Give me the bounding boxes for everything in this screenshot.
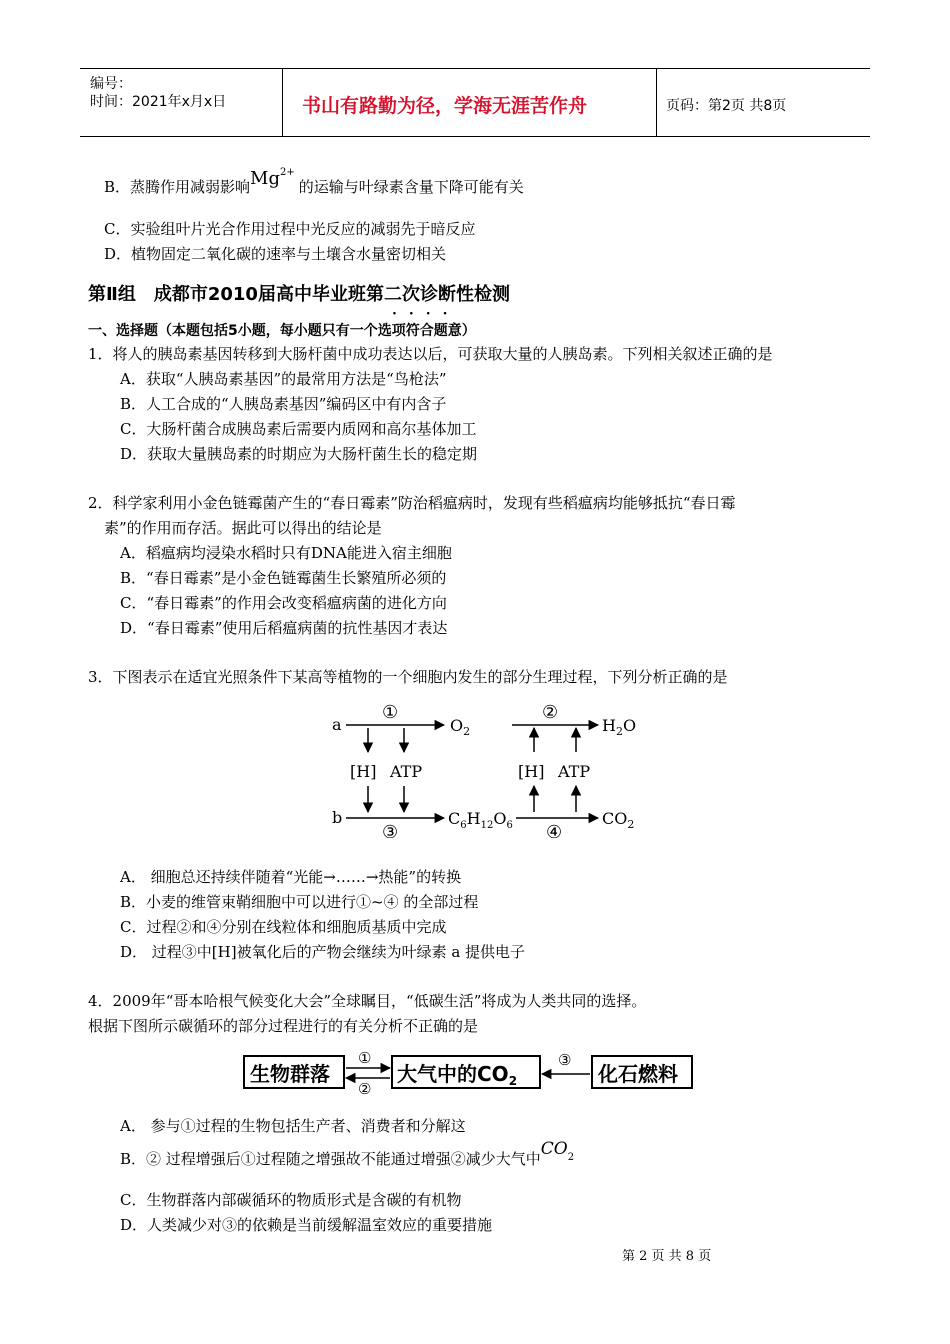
header-divider [282,69,283,136]
label-fossil-fuel: 化石燃料 [598,1062,678,1086]
label-process-3: ③ [382,822,399,838]
q2-stem-line1: 2．科学家利用小金色链霉菌产生的“春日霉素”防治稻瘟病时，发现有些稻瘟病均能够抵抗“春日霉 [88,494,736,512]
mg-symbol: Mg [250,168,280,189]
q1-option-d: D．获取大量胰岛素的时期应为大肠杆菌生长的稳定期 [120,445,478,463]
q4-option-a: A． 参与①过程的生物包括生产者、消费者和分解这 [120,1117,466,1135]
label-process-4: ④ [546,822,563,838]
q3-option-c: C．过程②和④分别在线粒体和细胞质基质中完成 [120,918,447,936]
page-footer: 第 2 页 共 8 页 [622,1249,712,1264]
prev-option-b-text: B．蒸腾作用减弱影响 [104,178,251,196]
q4-option-d: D．人类减少对③的依赖是当前缓解温室效应的重要措施 [120,1216,493,1234]
q2-option-b: B．“春日霉素”是小金色链霉菌生长繁殖所必须的 [120,569,447,587]
prev-option-c: C．实验组叶片光合作用过程中光反应的减弱先于暗反应 [104,220,476,238]
label-process-1: ① [382,702,399,723]
header-page-info: 页码：第2页 共8页 [666,98,787,114]
q3-option-a: A． 细胞总还持续伴随着“光能→……→热能”的转换 [120,868,462,886]
q4-option-c: C．生物群落内部碳循环的物质形式是含碳的有机物 [120,1191,462,1209]
label-glucose: $C_6H_{12}O_6$ [448,809,513,831]
label-process-1: ① [358,1049,372,1067]
q4-carbon-cycle-diagram [240,1044,700,1096]
label-h-left: [H] [350,762,377,781]
label-process-2: ② [542,702,559,723]
label-b: b [332,808,343,827]
q3-option-b: B．小麦的维管束鞘细胞中可以进行①~④ 的全部过程 [120,893,479,911]
label-atmospheric-co2: 大气中的$CO_2$ [397,1062,518,1088]
label-h2o: $H_2O$ [602,716,637,738]
label-process-2: ② [358,1080,372,1096]
q2-option-c: C．“春日霉素”的作用会改变稻瘟病菌的进化方向 [120,594,447,612]
q2-option-a: A．稻瘟病均浸染水稻时只有DNA能进入宿主细胞 [120,544,452,562]
mg-charge: 2+ [279,167,295,178]
header-number: 编号： [90,76,132,92]
q1-option-a: A．获取“人胰岛素基因”的最常用方法是“鸟枪法” [120,370,447,388]
q4-stem-line1: 4．2009年“哥本哈根气候变化大会”全球瞩目，“低碳生活”将成为人类共同的选择。 [88,992,647,1010]
header-divider [656,69,657,136]
emphasis-dots: ···· [392,306,460,322]
q2-option-d: D．“春日霉素”使用后稻瘟病菌的抗性基因才表达 [120,619,448,637]
q1-option-c: C．大肠杆菌合成胰岛素后需要内质网和高尔基体加工 [120,420,477,438]
q4-stem-line2: 根据下图所示碳循环的部分过程进行的有关分析不正确的是 [88,1017,479,1035]
label-biological-community: 生物群落 [250,1062,330,1086]
q3-process-diagram [320,698,650,838]
page-header [80,68,870,137]
label-process-3: ③ [558,1051,572,1069]
co2-formula: CO [540,1139,568,1159]
label-atp-right: ATP [558,762,591,781]
header-motto: 书山有路勤为径，学海无涯苦作舟 [302,95,588,117]
q4-option-b-text: B．② 过程增强后①过程随之增强故不能通过增强②减少大气中 [120,1150,541,1168]
section-subtitle: 一、选择题（本题包括5小题，每小题只有一个选项符合题意） [88,323,476,339]
q3-stem: 3．下图表示在适宜光照条件下某高等植物的一个细胞内发生的部分生理过程，下列分析正确的是 [88,668,728,686]
label-o2: $O_2$ [450,716,471,738]
prev-option-b [104,167,524,196]
q4-option-b [120,1139,575,1171]
prev-option-d: D．植物固定二氧化碳的速率与土壤含水量密切相关 [104,245,447,263]
label-atp-left: ATP [390,762,423,781]
co2-subscript: 2 [567,1152,575,1163]
label-a: a [332,715,342,734]
q2-stem-line2: 素”的作用而存活。据此可以得出的结论是 [104,519,382,537]
label-co2: $CO_2$ [602,809,635,831]
header-time: 时间：2021年x月x日 [90,94,227,110]
q3-option-d: D． 过程③中[H]被氧化后的产物会继续为叶绿素 a 提供电子 [120,943,526,961]
label-h-right: [H] [518,762,545,781]
prev-option-b-text-2: 的运输与叶绿素含量下降可能有关 [298,178,524,196]
section-title: 第Ⅱ组 成都市2010届高中毕业班第二次诊断性检测 [88,284,510,305]
q1-stem: 1．将人的胰岛素基因转移到大肠杆菌中成功表达以后，可获取大量的人胰岛素。下列相关叙述正确的是 [88,345,773,363]
q1-option-b: B．人工合成的“人胰岛素基因”编码区中有内含子 [120,395,447,413]
